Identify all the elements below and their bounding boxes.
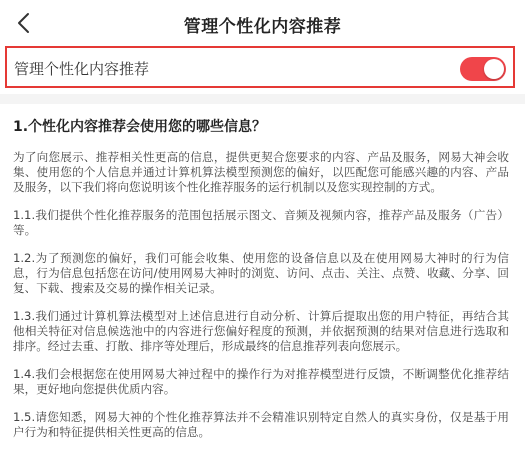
section-divider <box>0 94 525 104</box>
nav-bar <box>0 0 525 46</box>
paragraph-1-2: 1.2.为了预测您的偏好，我们可能会收集、使用您的设备信息以及在使用网易大神时的行为信息，行为信息包括您在访问/使用网易大神时的浏览、访问、点击、关注、点赞、收藏、分享、回复、下载、搜索及交易的操作相关记录。 <box>13 251 509 295</box>
intro-paragraph: 为了向您展示、推荐相关性更高的信息，提供更契合您要求的内容、产品及服务，网易大神会收集、使用您的个人信息并通过计算机算法模型预测您的偏好，以匹配您可能感兴趣的内容、产品及服务，以下我们将向您说明该个性化推荐服务的运行机制以及您实现控制的方式。 <box>13 150 509 194</box>
paragraph-1-4: 1.4.我们会根据您在使用网易大神过程中的操作行为对推荐模型进行反馈，不断调整优化推荐结果，更好地向您提供优质内容。 <box>13 367 509 396</box>
personalized-recommendation-row <box>5 46 515 88</box>
personalized-recommendation-toggle[interactable] <box>460 57 506 81</box>
toggle-label: 管理个性化内容推荐 <box>14 60 150 78</box>
content-section <box>13 118 509 453</box>
paragraph-1-3: 1.3.我们通过计算机算法模型对上述信息进行自动分析、计算后提取出您的用户特征，再结合其他相关特征对信息候选池中的内容进行您偏好程度的预测，并依据预测的结果对信息进行选取和排序。经过去重、打散、排序等处理后，形成最终的信息推荐列表向您展示。 <box>13 309 509 353</box>
page-title: 管理个性化内容推荐 <box>183 17 342 37</box>
paragraph-1-5: 1.5.请您知悉，网易大神的个性化推荐算法并不会精准识别特定自然人的真实身份，仅是基于用户行为和特征提供相关性更高的信息。 <box>13 410 509 439</box>
section-heading: 1.个性化内容推荐会使用您的哪些信息？ <box>13 119 267 135</box>
toggle-knob <box>484 59 504 79</box>
paragraph-1-1: 1.1.我们提供个性化推荐服务的范围包括展示图文、音频及视频内容，推荐产品及服务（广告）等。 <box>13 208 509 237</box>
